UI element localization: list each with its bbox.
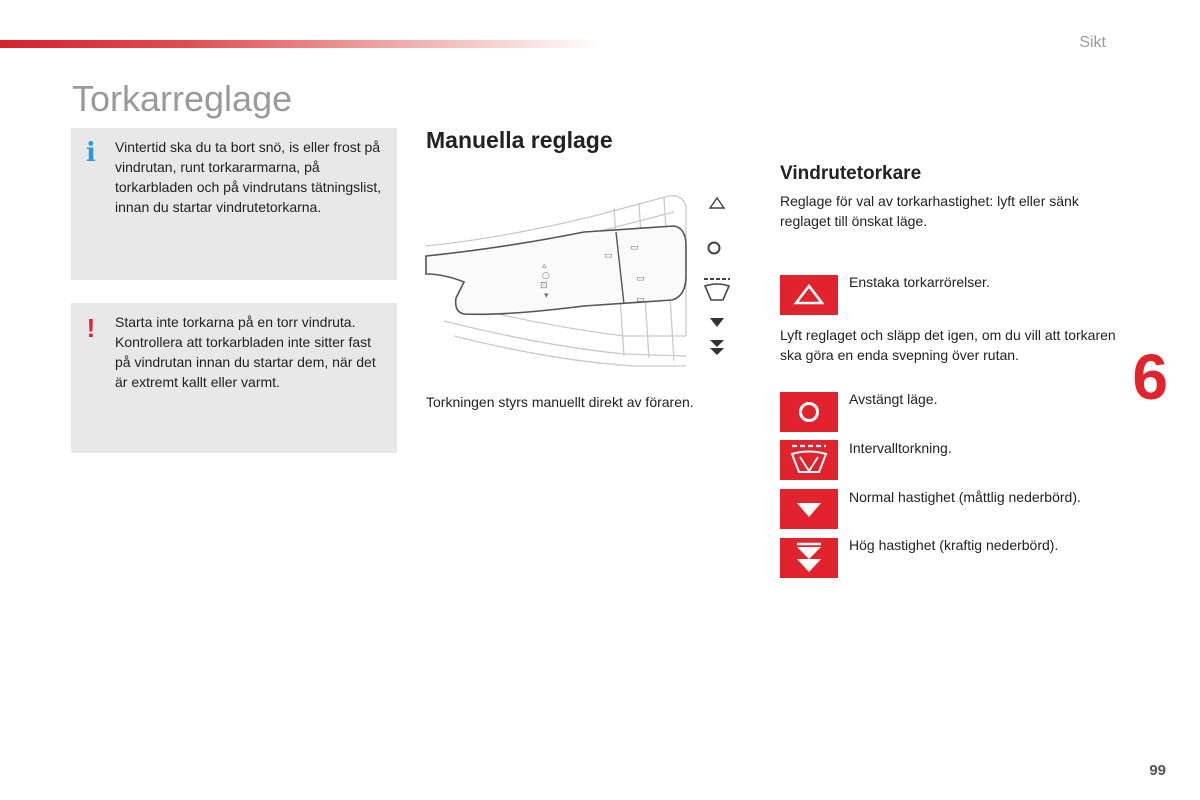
windscreen-wiper-description: Reglage för val av torkarhastighet: lyft eller sänk reglaget till önskat läge. bbox=[780, 193, 1079, 229]
svg-text:▭: ▭ bbox=[630, 243, 639, 253]
svg-text:▭: ▭ bbox=[636, 295, 645, 305]
off-circle-icon bbox=[780, 392, 838, 432]
stalk-position-symbols bbox=[700, 194, 736, 364]
intermittent-wiper-icon bbox=[780, 440, 838, 480]
page-number: 99 bbox=[1149, 762, 1166, 779]
mode-label-single-wipe: Enstaka torkarrörelser. bbox=[849, 274, 990, 290]
warning-note bbox=[71, 303, 397, 453]
manual-controls-heading: Manuella reglage bbox=[426, 127, 613, 153]
lift-instruction-text: Lyft reglaget och släpp det igen, om du vill att torkaren ska göra en enda svepning över rutan. bbox=[780, 327, 1116, 363]
svg-text:▵: ▵ bbox=[542, 261, 547, 271]
svg-text:▭: ▭ bbox=[636, 274, 645, 284]
mode-label-normal-speed: Normal hastighet (måttlig nederbörd). bbox=[849, 489, 1081, 505]
page-title: Torkarreglage bbox=[72, 78, 293, 119]
svg-text:▾: ▾ bbox=[544, 291, 549, 301]
info-note bbox=[71, 128, 397, 280]
svg-text:▭: ▭ bbox=[604, 251, 613, 261]
section-name: Sikt bbox=[1079, 34, 1106, 51]
warning-icon: ! bbox=[86, 313, 96, 343]
mode-label-fast-speed: Hög hastighet (kraftig nederbörd). bbox=[849, 537, 1059, 553]
fast-speed-double-triangle-icon bbox=[780, 538, 838, 578]
mode-label-off: Avstängt läge. bbox=[849, 391, 938, 407]
info-icon: i bbox=[86, 138, 96, 168]
mode-label-intermittent: Intervalltorkning. bbox=[849, 440, 952, 456]
svg-text:⊡: ⊡ bbox=[540, 281, 548, 291]
chapter-number: 6 bbox=[1132, 341, 1168, 413]
info-note-text: Vintertid ska du ta bort snö, is eller frost på vindrutan, runt torkararmarna, på torkarbladen och på vindrutans tätningslist, innan du startar vindrutetorkarna. bbox=[115, 139, 382, 215]
single-wipe-triangle-up-icon bbox=[780, 275, 838, 315]
svg-text:○: ○ bbox=[542, 271, 550, 281]
windscreen-wiper-heading: Vindrutetorkare bbox=[780, 163, 922, 184]
header-accent-bar bbox=[0, 40, 600, 48]
normal-speed-triangle-down-icon bbox=[780, 489, 838, 529]
warning-note-text: Starta inte torkarna på en torr vindruta. Kontrollera att torkarbladen inte sitter fast på vindrutan innan du startar dem, när det är extremt kallt eller varmt. bbox=[115, 314, 376, 390]
illustration-caption: Torkningen styrs manuellt direkt av föraren. bbox=[426, 394, 694, 410]
wiper-stalk-illustration bbox=[424, 186, 744, 376]
